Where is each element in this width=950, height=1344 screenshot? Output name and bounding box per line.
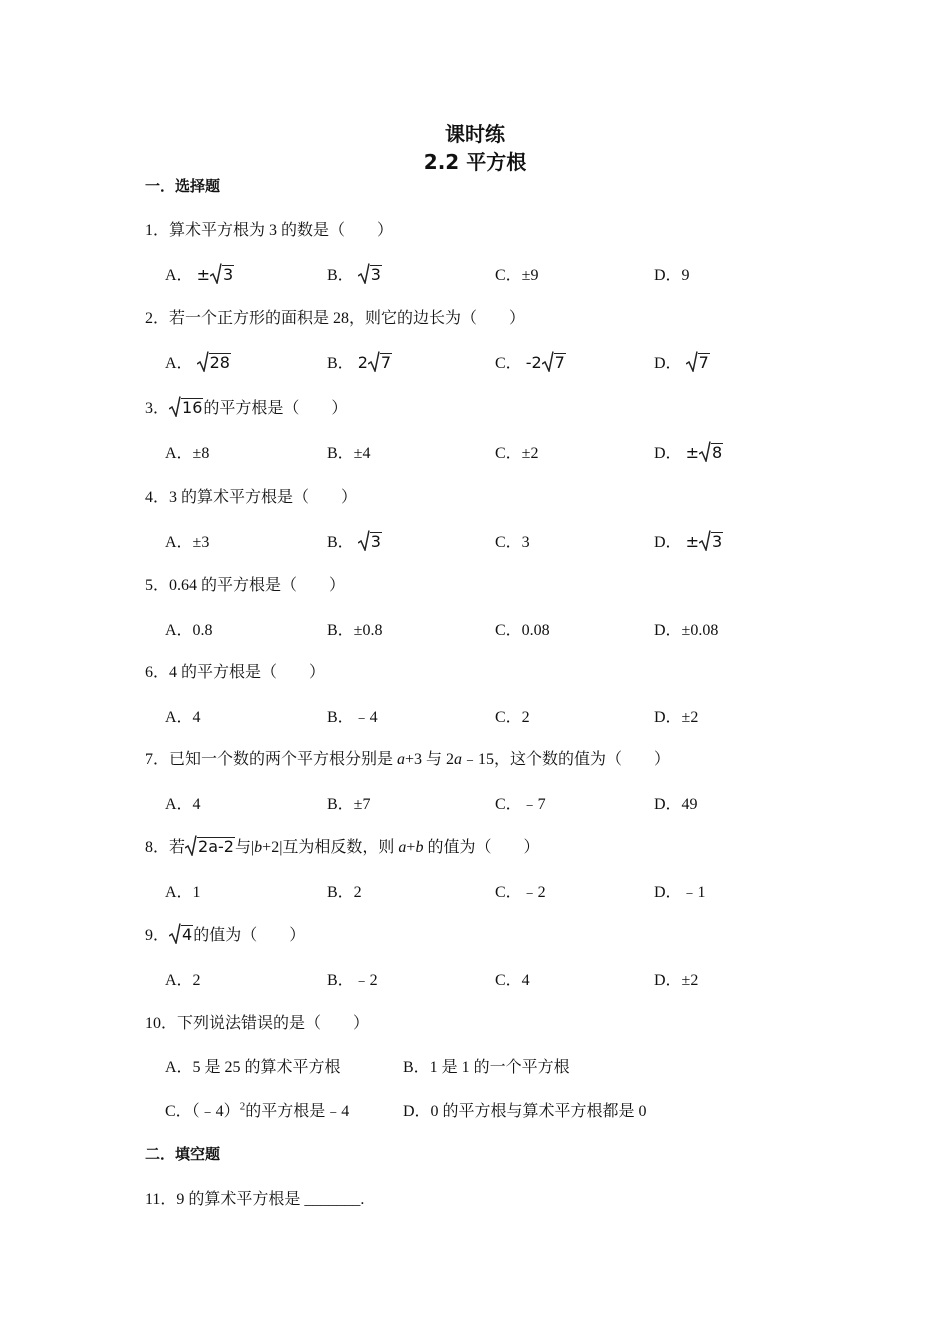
radicand: 16 — [182, 398, 203, 417]
variable-a: a — [397, 751, 406, 768]
radical-sign-icon — [542, 350, 554, 372]
radicand: 7 — [554, 353, 565, 372]
radicand: 7 — [698, 353, 709, 372]
q6-option-a: A．4 — [165, 709, 201, 726]
question-3 — [145, 395, 347, 418]
q1-option-a — [165, 262, 234, 285]
radicand: 28 — [209, 353, 230, 372]
sqrt-expression — [358, 262, 382, 284]
radical-sign-icon — [210, 262, 222, 284]
option-label: D． — [654, 534, 682, 551]
q2-option-d — [654, 350, 710, 373]
question-text: 的值为（ ） — [423, 839, 540, 856]
option-label: A． — [165, 355, 193, 372]
sqrt-expression — [542, 350, 566, 372]
q4-option-a: A．±3 — [165, 534, 210, 551]
q8-option-b: B．2 — [327, 884, 362, 901]
question-5: 5．0.64 的平方根是（ ） — [145, 577, 346, 594]
radicand: 4 — [182, 925, 193, 944]
radicand: 8 — [711, 443, 723, 462]
q9-option-d: D．±2 — [654, 972, 699, 989]
option-label: B． — [327, 534, 354, 551]
question-text: +2|互为相反数，则 — [262, 839, 399, 856]
q5-option-b: B．±0.8 — [327, 622, 383, 639]
question-number: 3． — [145, 400, 170, 417]
q6-option-c: C．2 — [495, 709, 530, 726]
question-11: 11．9 的算术平方根是 _______. — [145, 1191, 365, 1208]
option-label: D． — [654, 355, 682, 372]
q7-option-c: C．﹣7 — [495, 796, 546, 813]
sqrt-expression — [358, 529, 382, 551]
page-subtitle: 2.2 平方根 — [423, 150, 527, 174]
q10-option-b: B．1 是 1 的一个平方根 — [403, 1059, 570, 1076]
section-heading-choice: 一．选择题 — [145, 177, 221, 195]
question-text: 与| — [234, 839, 255, 856]
q3-option-c: C．±2 — [495, 445, 539, 462]
question-9 — [145, 922, 305, 945]
coefficient: -2 — [525, 353, 542, 372]
sqrt-expression — [169, 395, 203, 417]
q10-option-a: A．5 是 25 的算术平方根 — [165, 1059, 341, 1076]
q5-option-a: A．0.8 — [165, 622, 213, 639]
radicand: 3 — [711, 532, 723, 551]
radical-sign-icon — [169, 395, 181, 417]
option-text: C．（﹣4） — [165, 1103, 240, 1120]
q3-option-a: A．±8 — [165, 445, 210, 462]
radical-sign-icon — [699, 440, 711, 462]
variable-a: a — [454, 751, 463, 768]
q7-option-a: A．4 — [165, 796, 201, 813]
question-8 — [145, 834, 539, 857]
radical-sign-icon — [185, 834, 197, 856]
q5-option-d: D．±0.08 — [654, 622, 719, 639]
radical-sign-icon — [197, 350, 209, 372]
q2-option-a — [165, 350, 231, 373]
question-text: 的平方根是（ ） — [203, 400, 348, 417]
option-label: B． — [327, 267, 354, 284]
section-heading-fill-blank: 二．填空题 — [145, 1145, 221, 1163]
q8-option-a: A．1 — [165, 884, 201, 901]
q8-option-d: D．﹣1 — [654, 884, 706, 901]
q3-option-b: B．±4 — [327, 445, 371, 462]
plus-minus: ± — [196, 265, 210, 284]
question-4: 4．3 的算术平方根是（ ） — [145, 489, 358, 506]
q2-option-b — [327, 350, 392, 373]
question-7 — [145, 746, 670, 769]
option-label: D． — [654, 445, 682, 462]
radicand: 3 — [370, 532, 381, 551]
q4-option-d — [654, 529, 723, 552]
question-text: 的值为（ ） — [193, 927, 306, 944]
plus-minus: ± — [685, 443, 699, 462]
question-text: + — [406, 839, 416, 856]
question-1: 1．算术平方根为 3 的数是（ ） — [145, 222, 394, 239]
question-text: 8．若 — [145, 839, 186, 856]
sqrt-expression — [699, 529, 723, 551]
radicand: 7 — [380, 353, 392, 372]
sqrt-expression — [686, 350, 710, 372]
variable-a: a — [398, 839, 407, 856]
option-label: C． — [495, 355, 522, 372]
radicand: 3 — [222, 265, 234, 284]
q6-option-b: B．﹣4 — [327, 709, 378, 726]
radical-sign-icon — [358, 529, 370, 551]
q10-option-c — [165, 1098, 349, 1121]
option-label: A． — [165, 267, 193, 284]
variable-b: b — [254, 839, 263, 856]
q7-option-d: D．49 — [654, 796, 698, 813]
sqrt-expression — [368, 350, 392, 372]
q4-option-c: C．3 — [495, 534, 530, 551]
q5-option-c: C．0.08 — [495, 622, 550, 639]
sqrt-expression — [197, 350, 231, 372]
option-label: B． — [327, 355, 354, 372]
q9-option-a: A．2 — [165, 972, 201, 989]
coefficient: 2 — [357, 353, 368, 372]
q6-option-d: D．±2 — [654, 709, 699, 726]
plus-minus: ± — [685, 532, 699, 551]
option-text: 的平方根是﹣4 — [245, 1103, 350, 1120]
radical-sign-icon — [699, 529, 711, 551]
q4-option-b — [327, 529, 382, 552]
sqrt-expression — [699, 440, 723, 462]
question-number: 9． — [145, 927, 170, 944]
question-6: 6．4 的平方根是（ ） — [145, 664, 326, 681]
radical-sign-icon — [169, 922, 181, 944]
question-text: 7．已知一个数的两个平方根分别是 — [145, 751, 398, 768]
q1-option-c: C．±9 — [495, 267, 539, 284]
question-2: 2．若一个正方形的面积是 28，则它的边长为（ ） — [145, 310, 526, 327]
question-10: 10．下列说法错误的是（ ） — [145, 1015, 370, 1032]
q3-option-d — [654, 440, 723, 463]
page-title: 课时练 — [445, 122, 505, 146]
radicand: 2a-2 — [198, 837, 234, 856]
radical-sign-icon — [368, 350, 380, 372]
radical-sign-icon — [358, 262, 370, 284]
radical-sign-icon — [686, 350, 698, 372]
question-text: ﹣15，这个数的值为（ ） — [462, 751, 671, 768]
sqrt-expression — [169, 922, 193, 944]
exponent: 2 — [239, 1100, 246, 1113]
q1-option-b — [327, 262, 382, 285]
question-text: +3 与 2 — [405, 751, 455, 768]
q8-option-c: C．﹣2 — [495, 884, 546, 901]
sqrt-expression — [210, 262, 234, 284]
q7-option-b: B．±7 — [327, 796, 371, 813]
radicand: 3 — [370, 265, 381, 284]
q9-option-b: B．﹣2 — [327, 972, 378, 989]
sqrt-expression — [185, 834, 235, 856]
q2-option-c — [495, 350, 566, 373]
q10-option-d: D．0 的平方根与算术平方根都是 0 — [403, 1103, 647, 1120]
q9-option-c: C．4 — [495, 972, 530, 989]
variable-b: b — [415, 839, 424, 856]
q1-option-d: D．9 — [654, 267, 690, 284]
